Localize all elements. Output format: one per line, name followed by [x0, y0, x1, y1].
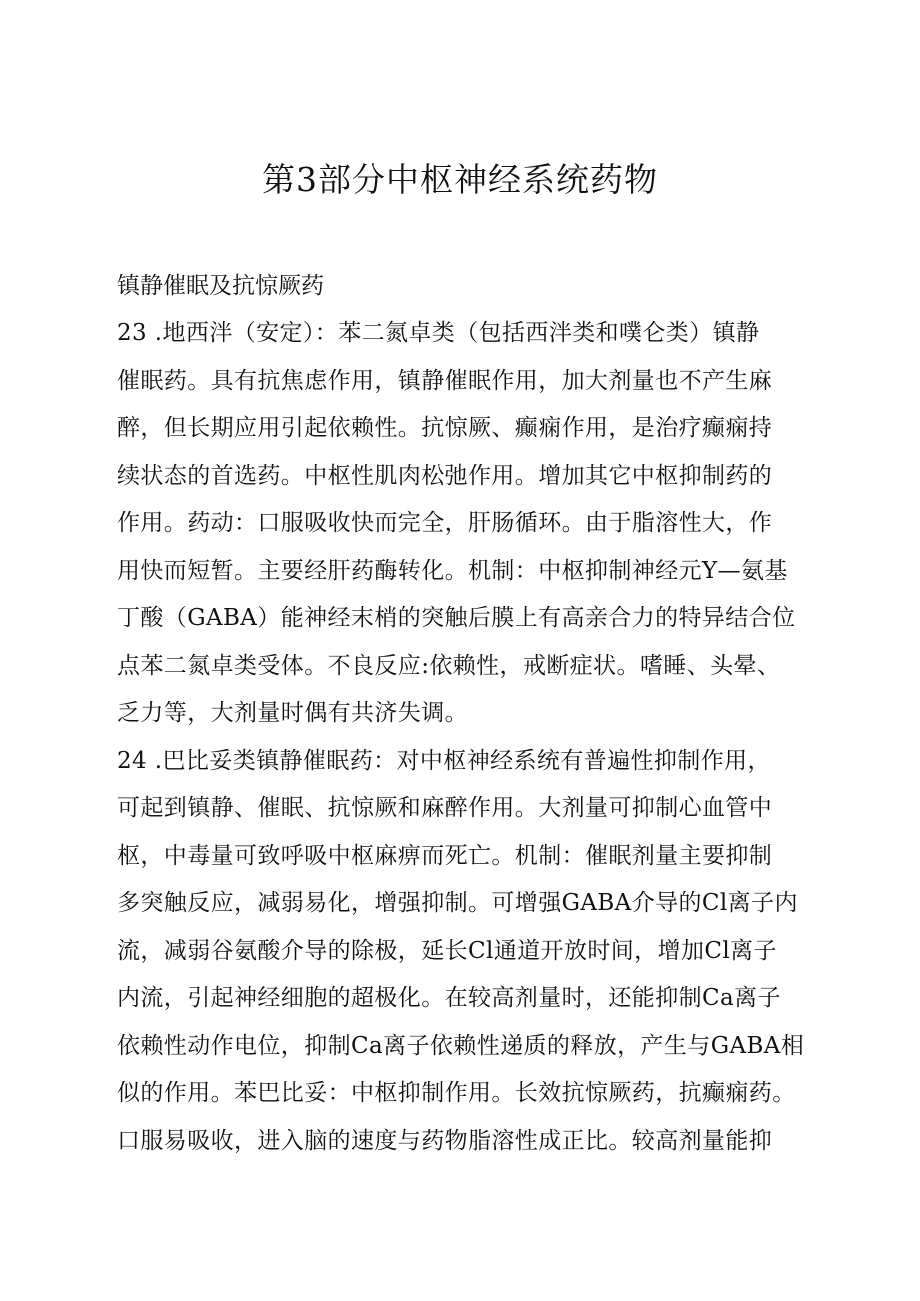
text-line: 流，减弱谷氨酸介导的除极，延长Cl通道开放时间，增加Cl离子: [117, 938, 777, 964]
text-line: 似的作用。苯巴比妥：中枢抑制作用。长效抗惊厥药，抗癫痫药。: [117, 1080, 796, 1106]
text-line: 依赖性动作电位，抑制Ca离子依赖性递质的释放，产生与GABA相: [117, 1033, 805, 1059]
text-line: 用快而短暂。主要经肝药酶转化。机制：中枢抑制神经元Y—氨基: [117, 558, 788, 584]
text-line: 口服易吸收，进入脑的速度与药物脂溶性成正比。较高剂量能抑: [117, 1128, 773, 1154]
text-line: 乏力等，大剂量时偶有共济失调。: [117, 700, 468, 726]
text-line: 内流，引起神经细胞的超极化。在较高剂量时，还能抑制Ca离子: [117, 985, 781, 1011]
text-line: 催眠药。具有抗焦虑作用，镇静催眠作用，加大剂量也不产生麻: [117, 368, 773, 394]
text-line: 可起到镇静、催眠、抗惊厥和麻醉作用。大剂量可抑制心血管中: [117, 795, 773, 821]
text-line: 多突触反应，减弱易化，增强抑制。可增强GABA介导的Cl离子内: [117, 890, 798, 916]
text-line: 23 .地西泮（安定）：苯二氮卓类（包括西泮类和噗仑类）镇静: [117, 320, 760, 346]
text-line: 醉，但长期应用引起依赖性。抗惊厥、癫痫作用，是治疗癫痫持: [117, 415, 773, 441]
text-line: 枢，中毒量可致呼吸中枢麻痹而死亡。机制：催眠剂量主要抑制: [117, 843, 773, 869]
text-line: 作用。药动：口服吸收快而完全，肝肠循环。由于脂溶性大，作: [117, 510, 773, 536]
section-heading: 镇静催眠及抗惊厥药: [117, 273, 324, 299]
text-line: 丁酸（GABA）能神经末梢的突触后膜上有高亲合力的特异结合位: [117, 605, 796, 631]
page-title: 第3部分中枢神经系统药物: [262, 160, 658, 199]
text-line: 续状态的首选药。中枢性肌肉松弛作用。增加其它中枢抑制药的: [117, 463, 773, 489]
text-line: 点苯二氮卓类受体。不良反应:依赖性，戒断症状。嗜睡、头晕、: [117, 653, 781, 679]
text-line: 24 .巴比妥类镇静催眠药：对中枢神经系统有普遍性抑制作用，: [117, 748, 771, 774]
